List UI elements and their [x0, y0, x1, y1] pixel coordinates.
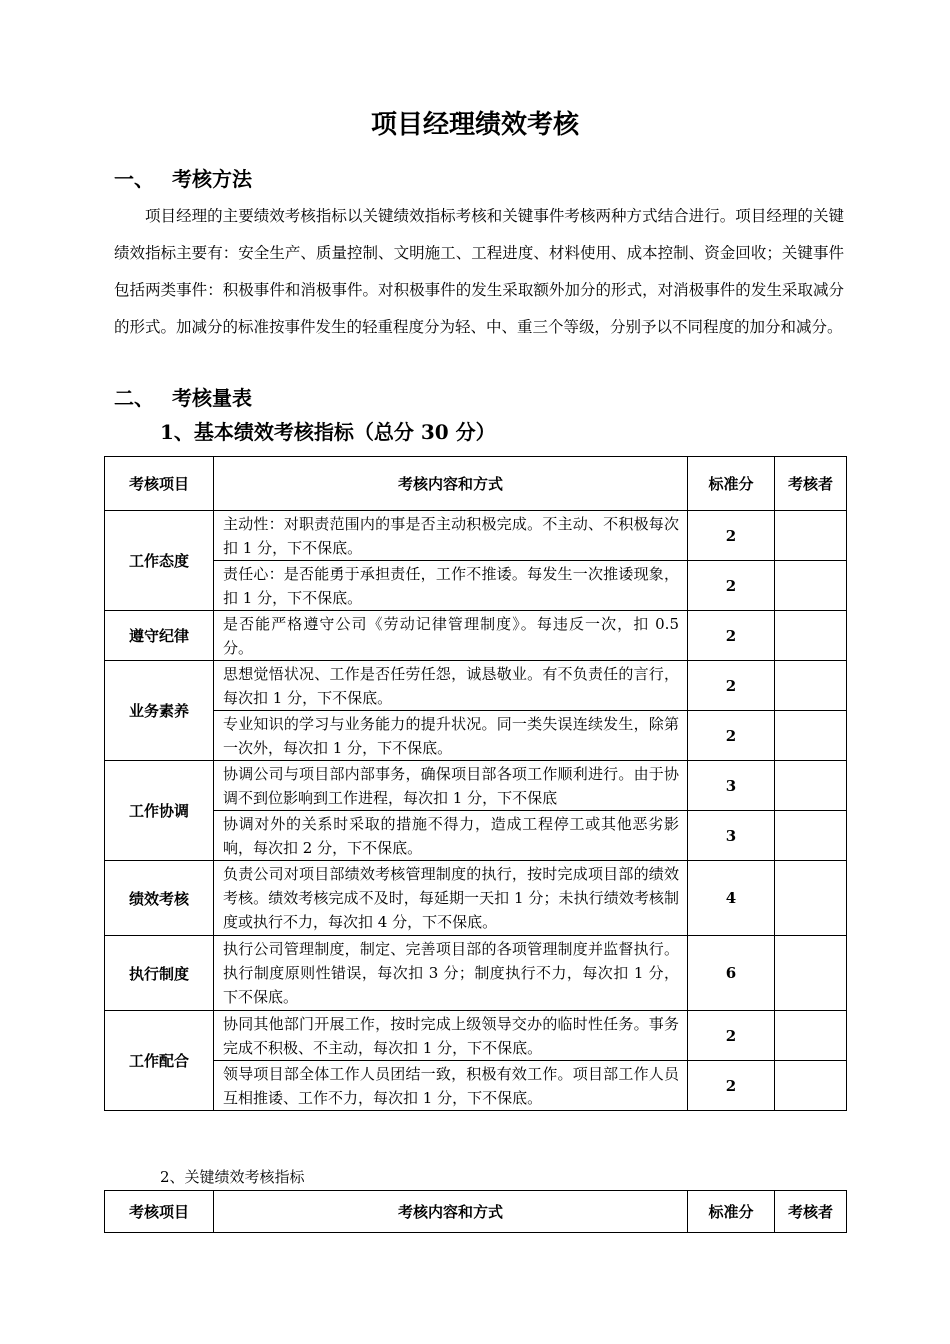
- header-content: 考核内容和方式: [214, 457, 688, 511]
- content-cell: 执行公司管理制度，制定、完善项目部的各项管理制度并监督执行。执行制度原则性错误，每次扣 3 分；制度执行不力，每次扣 1 分，下不保底。: [214, 936, 688, 1011]
- score-cell: 2: [688, 511, 775, 561]
- section-number: 二、: [114, 386, 154, 410]
- assessor-cell: [775, 561, 847, 611]
- content-cell: 主动性：对职责范围内的事是否主动积极完成。不主动、不积极每次扣 1 分，下不保底。: [214, 511, 688, 561]
- header-content: 考核内容和方式: [214, 1191, 688, 1233]
- key-indicators-table: [104, 1190, 847, 1233]
- page-title: 项目经理绩效考核: [370, 110, 579, 140]
- assessor-cell: [775, 611, 847, 661]
- assessor-cell: [775, 936, 847, 1011]
- section-heading-method: [114, 163, 252, 192]
- category-cell: 工作协调: [105, 761, 214, 861]
- content-cell: 协调对外的关系时采取的措施不得力，造成工程停工或其他恶劣影响，每次扣 2 分，下不保底。: [214, 811, 688, 861]
- section-heading-scale: [114, 382, 252, 411]
- assessor-cell: [775, 861, 847, 936]
- header-score: 标准分: [688, 457, 775, 511]
- header-assessor: 考核者: [775, 1191, 847, 1233]
- section-title: 考核量表: [172, 386, 252, 410]
- table-row: [105, 936, 847, 1011]
- table-header-row: [105, 457, 847, 511]
- content-cell: 思想觉悟状况、工作是否任劳任怨，诚恳敬业。有不负责任的言行，每次扣 1 分，下不保底。: [214, 661, 688, 711]
- header-item: 考核项目: [105, 1191, 214, 1233]
- subtitle-basic-indicators: 1、基本绩效考核指标（总分 30 分）: [160, 420, 496, 444]
- content-cell: 专业知识的学习与业务能力的提升状况。同一类失误连续发生，除第一次外，每次扣 1 分，下不保底。: [214, 711, 688, 761]
- content-cell: 协调公司与项目部内部事务，确保项目部各项工作顺利进行。由于协调不到位影响到工作进程，每次扣 1 分，下不保底: [214, 761, 688, 811]
- basic-indicators-table: [104, 456, 847, 1111]
- assessor-cell: [775, 1061, 847, 1111]
- method-paragraph: [114, 198, 844, 346]
- subtitle-key-indicators: 2、关键绩效考核指标: [160, 1168, 305, 1186]
- header-assessor: 考核者: [775, 457, 847, 511]
- header-item: 考核项目: [105, 457, 214, 511]
- category-cell: 执行制度: [105, 936, 214, 1011]
- category-cell: 工作配合: [105, 1011, 214, 1111]
- table-row: [105, 711, 847, 761]
- score-cell: 2: [688, 1011, 775, 1061]
- category-cell: 工作态度: [105, 511, 214, 611]
- assessor-cell: [775, 761, 847, 811]
- category-cell: 遵守纪律: [105, 611, 214, 661]
- table-row: [105, 561, 847, 611]
- content-cell: 负责公司对项目部绩效考核管理制度的执行，按时完成项目部的绩效考核。绩效考核完成不及时，每延期一天扣 1 分；未执行绩效考核制度或执行不力，每次扣 4 分，下不保底。: [214, 861, 688, 936]
- table-row: [105, 611, 847, 661]
- assessor-cell: [775, 811, 847, 861]
- section-title: 考核方法: [172, 167, 252, 191]
- section-number: 一、: [114, 167, 154, 191]
- table-row: [105, 811, 847, 861]
- table-header-row: [105, 1191, 847, 1233]
- table-row: [105, 661, 847, 711]
- score-cell: 3: [688, 761, 775, 811]
- content-cell: 领导项目部全体工作人员团结一致，积极有效工作。项目部工作人员互相推诿、工作不力，每次扣 1 分，下不保底。: [214, 1061, 688, 1111]
- score-cell: 4: [688, 861, 775, 936]
- table-row: [105, 1011, 847, 1061]
- content-cell: 责任心：是否能勇于承担责任，工作不推诿。每发生一次推诿现象，扣 1 分，下不保底。: [214, 561, 688, 611]
- assessor-cell: [775, 711, 847, 761]
- score-cell: 2: [688, 561, 775, 611]
- content-cell: 是否能严格遵守公司《劳动记律管理制度》。每违反一次，扣 0.5 分。: [214, 611, 688, 661]
- header-score: 标准分: [688, 1191, 775, 1233]
- score-cell: 6: [688, 936, 775, 1011]
- table-row: [105, 861, 847, 936]
- table-row: [105, 1061, 847, 1111]
- score-cell: 2: [688, 1061, 775, 1111]
- assessor-cell: [775, 511, 847, 561]
- assessor-cell: [775, 661, 847, 711]
- assessor-cell: [775, 1011, 847, 1061]
- paragraph-text: 项目经理的主要绩效考核指标以关键绩效指标考核和关键事件考核两种方式结合进行。项目经理的关键绩效指标主要有：安全生产、质量控制、文明施工、工程进度、材料使用、成本控制、资金回收；关键事件包括两类事件：积极事件和消极事件。对积极事件的发生采取额外加分的形式，对消极事件的发生采取减分的形式。加减分的标准按事件发生的轻重程度分为轻、中、重三个等级，分别予以不同程度的加分和减分。: [114, 207, 844, 336]
- table-row: [105, 511, 847, 561]
- category-cell: 绩效考核: [105, 861, 214, 936]
- score-cell: 2: [688, 711, 775, 761]
- category-cell: 业务素养: [105, 661, 214, 761]
- score-cell: 2: [688, 661, 775, 711]
- table-row: [105, 761, 847, 811]
- content-cell: 协同其他部门开展工作，按时完成上级领导交办的临时性任务。事务完成不积极、不主动，每次扣 1 分，下不保底。: [214, 1011, 688, 1061]
- score-cell: 2: [688, 611, 775, 661]
- score-cell: 3: [688, 811, 775, 861]
